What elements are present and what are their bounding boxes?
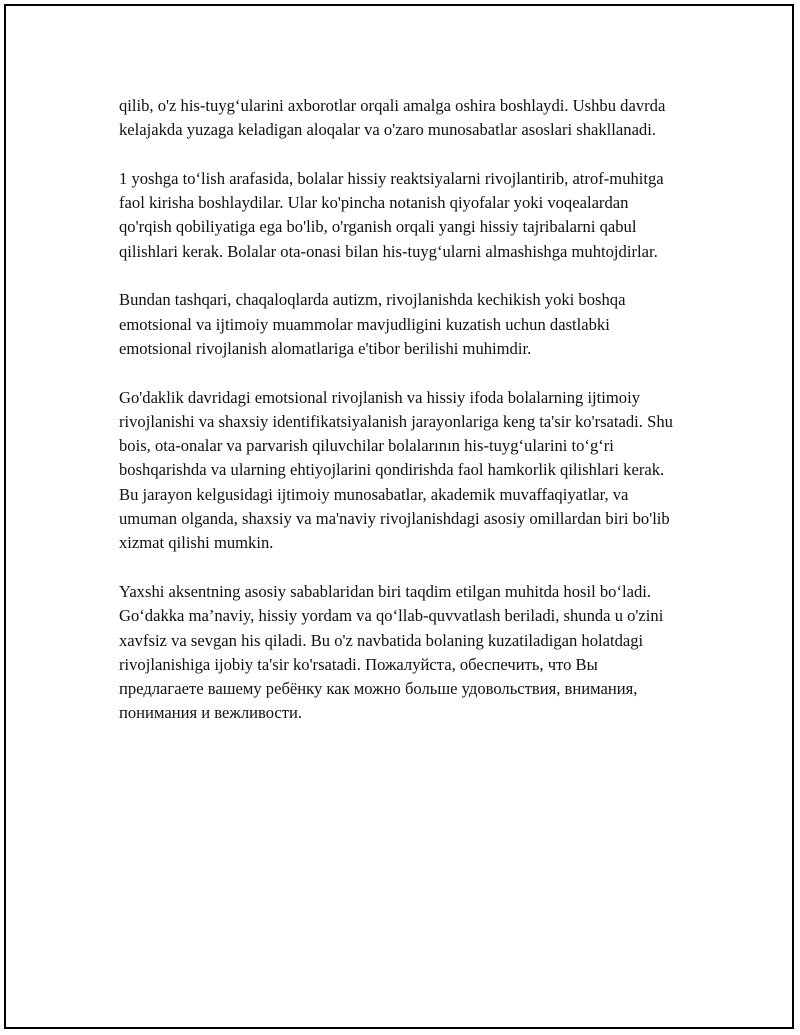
paragraph-2: 1 yoshga to‘lish arafasida, bolalar hissiy reaktsiyalarni rivojlantirib, atrof-muhitga faol kirisha boshlaydilar. Ular ko'pincha notanish qiyofalar yoki voqealardan qo'rqish qobiliyatiga ega bo'lib, o'rganish orqali yangi hissiy tajribalarni qabul qilishlari kerak. Bolalar ota-onasi bilan his-tuyg‘ularni almashishga muhtojdirlar. xyxy=(119,168,664,261)
paragraph-1: qilib, o'z his-tuyg‘ularini axborotlar orqali amalga oshira boshlaydi. Ushbu davrda kelajakda yuzaga keladigan aloqalar va o'zaro munosabatlar asoslari shakllanadi. xyxy=(119,96,666,140)
paragraph-5: Yaxshi aksentning asosiy sabablaridan biri taqdim etilgan muhitda hosil bo‘ladi. Go‘dakka ma’naviy, hissiy yordam va qo‘llab-quvvatlash beriladi, shunda u o'zini xavfsiz va sevgan his qiladi. Bu o'z navbatida bolaning kuzatiladigan holatdagi rivojlanishiga ijobiy ta'sir ko'rsatadi. Пожалуйста, обеспечить, что Вы предлагаете вашему ребёнку как можно больше удовольствия, внимания, понимания и вежливости. xyxy=(119,581,664,723)
document-page xyxy=(4,4,794,1029)
document-body xyxy=(119,94,679,750)
paragraph-3: Bundan tashqari, chaqaloqlarda autizm, rivojlanishda kechikish yoki boshqa emotsional va ijtimoiy muammolar mavjudligini kuzatish uchun dastlabki emotsional rivojlanish alomatlariga e'tibor berilishi muhimdir. xyxy=(119,290,626,358)
paragraph-4: Go'daklik davridagi emotsional rivojlanish va hissiy ifoda bolalarning ijtimoiy rivojlanishi va shaxsiy identifikatsiyalanish jarayonlariga keng ta'sir ko'rsatadi. Shu bois, ota-onalar va parvarish qiluvchilar bolalarının his-tuyg‘ularini to‘g‘ri boshqarishda va ularning ehtiyojlarini qondirishda faol hamkorlik qilishlari kerak. Bu jarayon kelgusidagi ijtimoiy munosabatlar, akademik muvaffaqiyatlar, va umuman olganda, shaxsiy va ma'naviy rivojlanishdagi asosiy omillardan biri bo'lib xizmat qilishi mumkin. xyxy=(119,387,673,553)
